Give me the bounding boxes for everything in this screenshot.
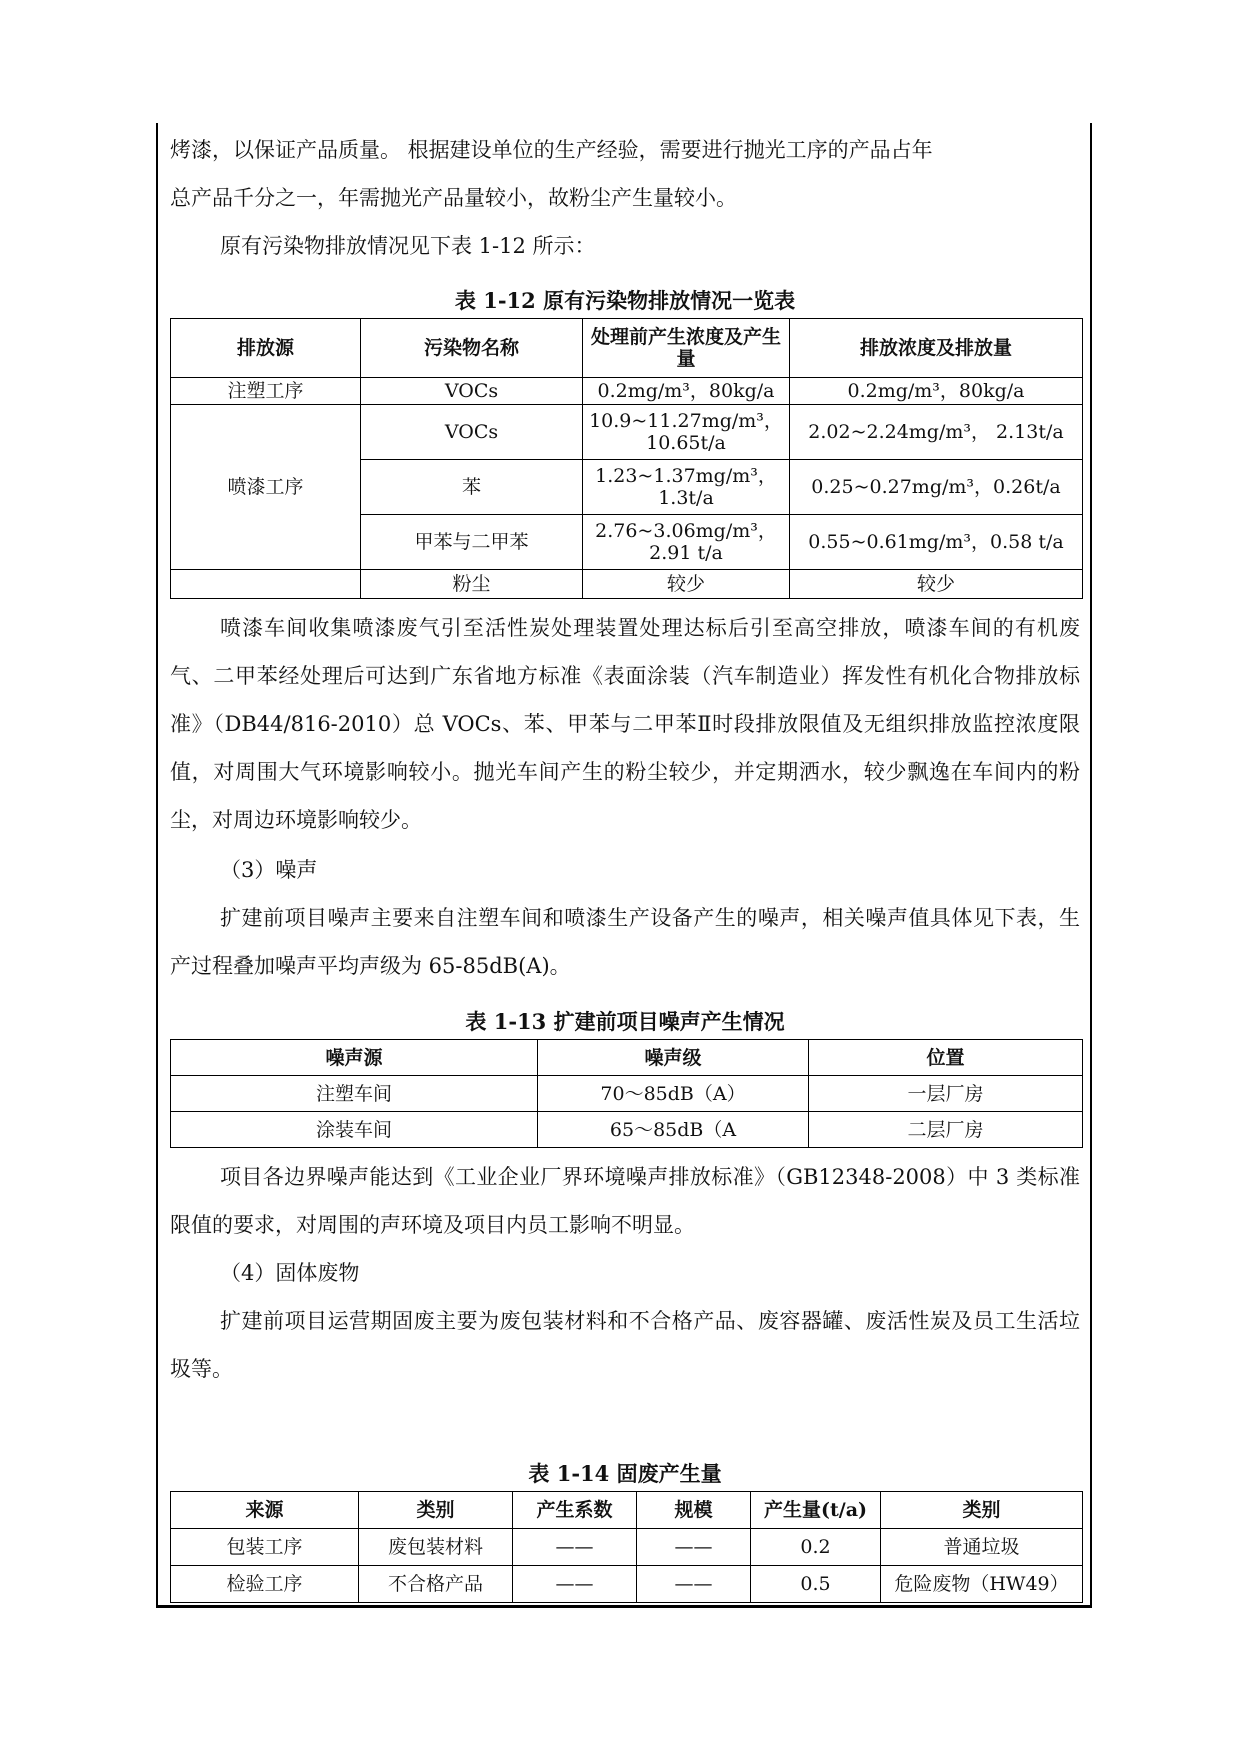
table-header: 噪声源 [171, 1040, 538, 1076]
table-14-caption: 表 1-14 固废产生量 [528, 1461, 722, 1486]
table-cell: —— [637, 1566, 751, 1603]
table-header: 产生量(t/a) [751, 1492, 881, 1529]
table-cell: 注塑工序 [171, 378, 361, 405]
table-cell: 甲苯与二甲苯 [361, 515, 583, 570]
table-header: 规模 [637, 1492, 751, 1529]
table-cell: 70～85dB（A） [538, 1076, 809, 1112]
table-header: 噪声级 [538, 1040, 809, 1076]
table-row [171, 1040, 1083, 1076]
table-row [171, 405, 1083, 460]
table-row [171, 1076, 1083, 1112]
table-cell: —— [513, 1566, 637, 1603]
table-cell: VOCs [361, 405, 583, 460]
table-header: 排放浓度及排放量 [790, 319, 1083, 378]
table-cell: 危险废物（HW49） [881, 1566, 1083, 1603]
heading-noise: （3）噪声 [220, 858, 318, 882]
heading-solid-waste: （4）固体废物 [220, 1261, 360, 1285]
table-cell: 二层厂房 [809, 1112, 1083, 1148]
table-cell [171, 570, 361, 599]
table-cell: 废包装材料 [359, 1529, 513, 1566]
table-cell: 1.23~1.37mg/m³，1.3t/a [583, 460, 790, 515]
table-cell: 0.5 [751, 1566, 881, 1603]
table-cell: 不合格产品 [359, 1566, 513, 1603]
intro-line-1: 烤漆，以保证产品质量。 根据建设单位的生产经验，需要进行抛光工序的产品占年 [170, 138, 933, 162]
table-cell: 0.2mg/m³，80kg/a [790, 378, 1083, 405]
table-row [171, 319, 1083, 378]
table-cell: 10.9~11.27mg/m³，10.65t/a [583, 405, 790, 460]
table-header: 处理前产生浓度及产生量 [583, 319, 790, 378]
paragraph-spray: 喷漆车间收集喷漆废气引至活性炭处理装置处理达标后引至高空排放，喷漆车间的有机废气、二甲苯经处理后可达到广东省地方标准《表面涂装（汽车制造业）挥发性有机化合物排放标准》（DB44/816-2010）总 VOCs、苯、甲苯与二甲苯Ⅱ时段排放限值及无组织排放监控浓度限值，对周围大气环境影响较小。抛光车间产生的粉尘较少，并定期洒水，较少飘逸在车间内的粉尘，对周边环境影响较少。 [170, 616, 1080, 832]
table-cell: 注塑车间 [171, 1076, 538, 1112]
table-cell: 涂装车间 [171, 1112, 538, 1148]
table-cell: 0.25~0.27mg/m³，0.26t/a [790, 460, 1083, 515]
table-12 [170, 318, 1083, 599]
table-row [171, 1529, 1083, 1566]
table-row [171, 570, 1083, 599]
table-cell: 包装工序 [171, 1529, 359, 1566]
table-cell: 粉尘 [361, 570, 583, 599]
table-14 [170, 1491, 1083, 1603]
intro-line-2: 总产品千分之一，年需抛光产品量较小，故粉尘产生量较小。 [170, 186, 737, 210]
table-cell: 0.55~0.61mg/m³，0.58 t/a [790, 515, 1083, 570]
table-cell: 0.2mg/m³，80kg/a [583, 378, 790, 405]
table-cell: —— [513, 1529, 637, 1566]
paragraph-boundary-noise: 项目各边界噪声能达到《工业企业厂界环境噪声排放标准》（GB12348-2008）中 3 类标准限值的要求，对周围的声环境及项目内员工影响不明显。 [170, 1165, 1080, 1237]
table-cell: 较少 [790, 570, 1083, 599]
table-header: 污染物名称 [361, 319, 583, 378]
table-13 [170, 1039, 1083, 1148]
paragraph-solid-waste: 扩建前项目运营期固废主要为废包装材料和不合格产品、废容器罐、废活性炭及员工生活垃圾等。 [170, 1309, 1080, 1381]
table-header: 类别 [881, 1492, 1083, 1529]
table-row [171, 1566, 1083, 1603]
table-row [171, 378, 1083, 405]
table-cell: 喷漆工序 [171, 405, 361, 570]
table-header: 排放源 [171, 319, 361, 378]
table-cell: —— [637, 1529, 751, 1566]
table-row [171, 1492, 1083, 1529]
table-header: 类别 [359, 1492, 513, 1529]
paragraph-noise: 扩建前项目噪声主要来自注塑车间和喷漆生产设备产生的噪声，相关噪声值具体见下表，生产过程叠加噪声平均声级为 65-85dB(A)。 [170, 906, 1080, 978]
table-12-caption: 表 1-12 原有污染物排放情况一览表 [454, 288, 796, 313]
intro-line-3: 原有污染物排放情况见下表 1-12 所示： [220, 234, 596, 258]
table-cell: 65～85dB（A [538, 1112, 809, 1148]
table-cell: 0.2 [751, 1529, 881, 1566]
table-header: 产生系数 [513, 1492, 637, 1529]
table-13-caption: 表 1-13 扩建前项目噪声产生情况 [465, 1009, 785, 1034]
table-cell: 2.02~2.24mg/m³， 2.13t/a [790, 405, 1083, 460]
table-header: 位置 [809, 1040, 1083, 1076]
table-cell: 普通垃圾 [881, 1529, 1083, 1566]
table-cell: 较少 [583, 570, 790, 599]
table-cell: 检验工序 [171, 1566, 359, 1603]
table-cell: 2.76~3.06mg/m³，2.91 t/a [583, 515, 790, 570]
table-cell: 苯 [361, 460, 583, 515]
table-row [171, 1112, 1083, 1148]
table-cell: VOCs [361, 378, 583, 405]
table-cell: 一层厂房 [809, 1076, 1083, 1112]
table-header: 来源 [171, 1492, 359, 1529]
